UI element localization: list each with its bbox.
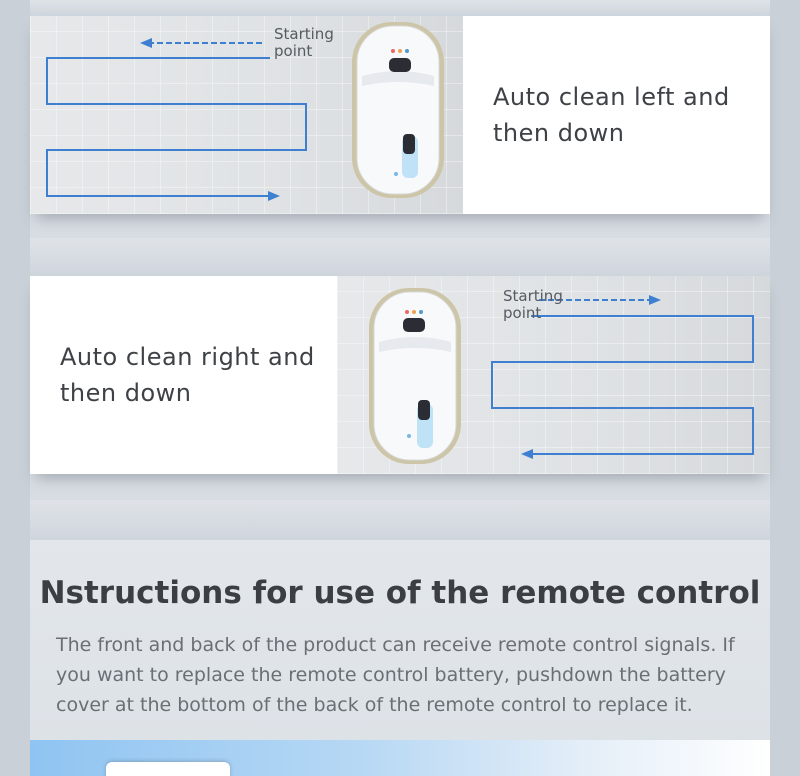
cleaning-path-image	[30, 16, 463, 214]
mode-caption: then down	[60, 379, 192, 407]
starting-point-label: Starting	[274, 25, 334, 43]
separator-band	[30, 238, 770, 276]
mode-caption: then down	[493, 119, 625, 147]
starting-point-label: Starting	[503, 287, 563, 305]
cleaning-mode-panel-left	[30, 16, 770, 214]
starting-point-label: point	[274, 42, 313, 60]
path-arrow-icon	[30, 16, 463, 214]
mode-caption: Auto clean left and	[493, 83, 730, 111]
mode-caption: Auto clean right and	[60, 343, 315, 371]
instructions-paragraph: The front and back of the product can receive remote control signals. If you want to replace the remote control battery, pushdown the battery cover at the bottom of the back of the remote control to replace it.	[56, 634, 735, 716]
caption-box	[30, 276, 337, 474]
cleaning-mode-panel-right	[30, 276, 770, 474]
top-band	[30, 0, 770, 16]
cleaning-path-image	[337, 276, 770, 474]
section-heading: Nstructions for use of the remote control	[39, 575, 761, 611]
caption-box	[463, 16, 770, 214]
robot-cleaner-icon	[369, 288, 461, 464]
robot-cleaner-icon	[352, 22, 444, 198]
separator-band	[30, 500, 770, 540]
starting-point-label: point	[503, 304, 542, 322]
remote-control-image	[106, 762, 230, 776]
